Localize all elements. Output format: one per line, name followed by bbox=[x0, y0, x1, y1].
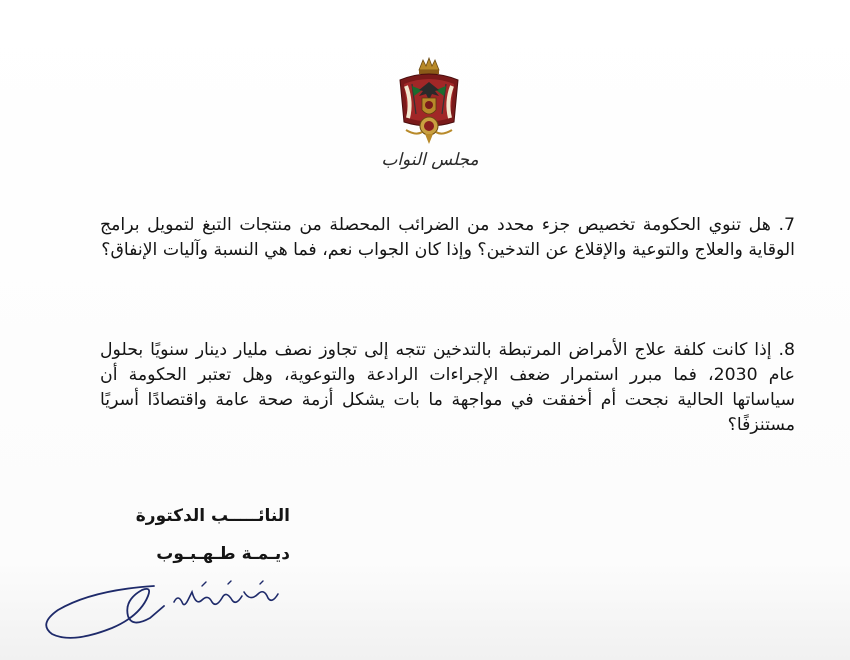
jordan-coat-of-arms-icon bbox=[392, 56, 466, 148]
question-7: 7. هل تنوي الحكومة تخصيص جزء محدد من الضرائب المحصلة من منتجات التبغ لتمويل برامج الوقاية والعلاج والتوعية والإقلاع عن التدخين؟ وإذا كان الجواب نعم، فما هي النسبة وآليات الإنفاق؟ bbox=[100, 215, 795, 260]
signatory-title: النائـــــب الدكتورة bbox=[135, 506, 290, 526]
signatory-name: ديـمـة طـهـبـوب bbox=[156, 544, 290, 564]
handwritten-signature bbox=[32, 572, 302, 657]
question-8: 8. إذا كانت كلفة علاج الأمراض المرتبطة بالتدخين تتجه إلى تجاوز نصف مليار دينار سنويًا بحلول عام 2030، فما مبرر استمرار ضعف الإجراءات الرادعة والتوعوية، وهل تعتبر الحكومة أن سياساتها الحالية نجحت أم أخفقت في مواجهة ما بات يشكل أزمة صحة عامة واقتصادًا أسريًا مستنزفًا؟ bbox=[100, 340, 795, 435]
council-name-calligraphy: مجلس النواب bbox=[381, 150, 479, 170]
